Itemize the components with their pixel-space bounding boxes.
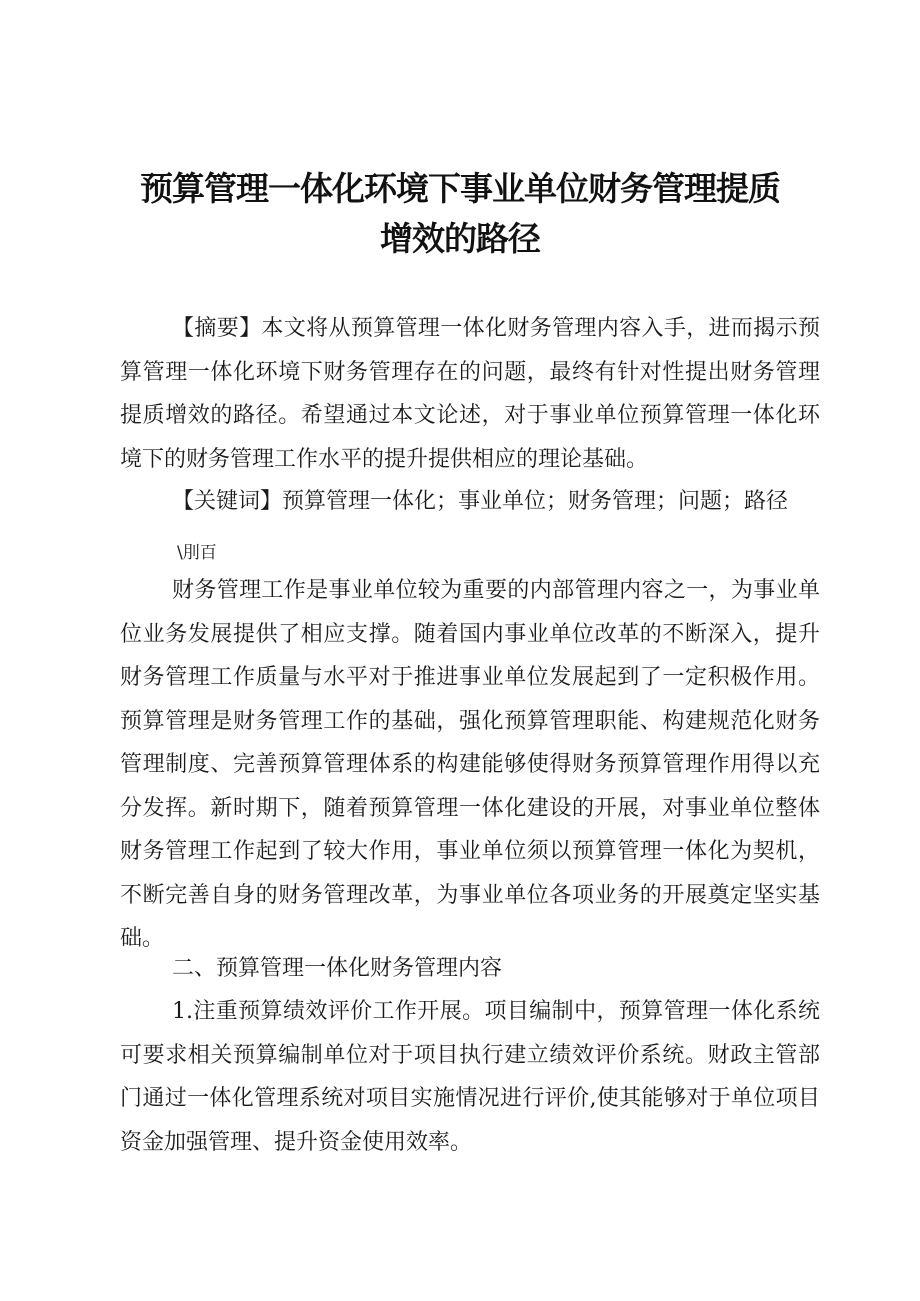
section-2-paragraph-1: 1.注重预算绩效评价工作开展。项目编制中，预算管理一体化系统可要求相关预算编制单位对于项目执行建立绩效评价系统。财政主管部门通过一体化管理系统对项目实施情况进行评价,使其能够对于单位项目资金加强管理、提升资金使用效率。	[120, 999, 820, 1155]
intro-paragraph: 财务管理工作是事业单位较为重要的内部管理内容之一，为事业单位业务发展提供了相应支撑。随着国内事业单位改革的不断深入，提升财务管理工作质量与水平对于推进事业单位发展起到了一定积极作用。预算管理是财务管理工作的基础，强化预算管理职能、构建规范化财务管理制度、完善预算管理体系的构建能够使得财务预算管理作用得以充分发挥。新时期下，随着预算管理一体化建设的开展，对事业单位整体财务管理工作起到了较大作用，事业单位须以预算管理一体化为契机，不断完善自身的财务管理改革，为事业单位各项业务的开展奠定坚实基础。	[120, 578, 820, 951]
keywords-line: 【关键词】预算管理一体化；事业单位；财务管理；问题；路径	[172, 489, 789, 514]
document-title-line-1: 预算管理一体化环境下事业单位财务管理提质	[140, 169, 780, 208]
document-title-line-2: 增效的路径	[380, 219, 540, 258]
intro-section-heading: \刖百	[177, 543, 217, 563]
section-2-heading: 二、预算管理一体化财务管理内容	[172, 956, 503, 981]
abstract-paragraph: 【摘要】本文将从预算管理一体化财务管理内容入手，进而揭示预算管理一体化环境下财务管理存在的问题，最终有针对性提出财务管理提质增效的路径。希望通过本文论述，对于事业单位预算管理一体化环境下的财务管理工作水平的提升提供相应的理论基础。	[120, 316, 820, 472]
